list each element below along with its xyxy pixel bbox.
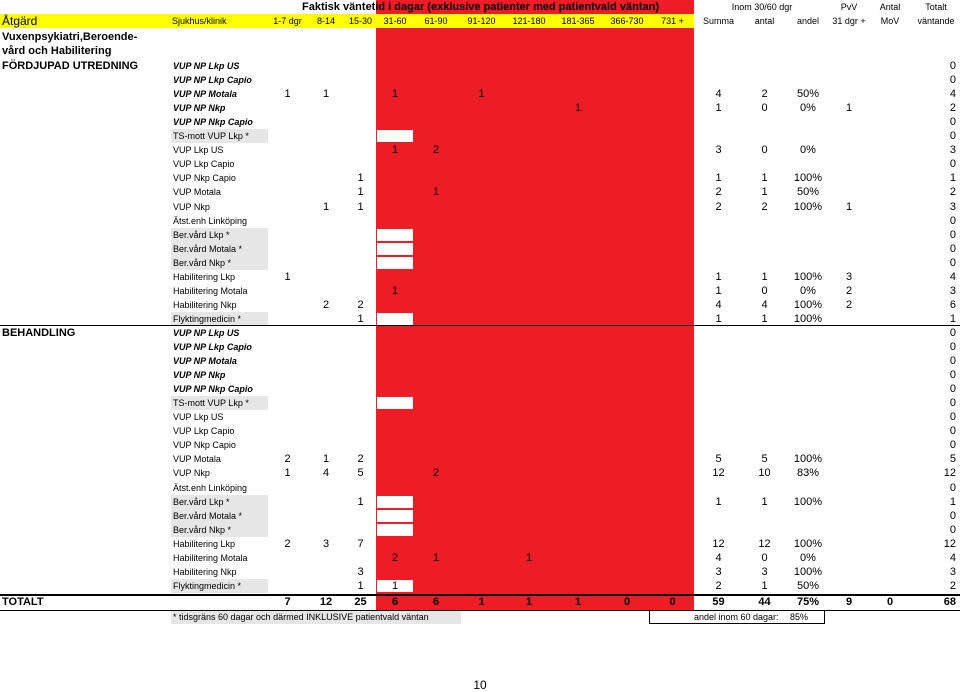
row-cell: 0 [949, 411, 956, 423]
header-col-13: 31 dgr + [832, 16, 866, 26]
row-cell: 0 [949, 215, 956, 227]
andel-value: 85% [790, 612, 809, 622]
row-cell: 0 [949, 130, 956, 142]
row-cell: 0 [949, 257, 956, 269]
row-cell: 1 [391, 580, 399, 592]
header-col-11: antal [754, 16, 775, 26]
row-cell: 0 [949, 425, 956, 437]
row-cell: 2 [949, 580, 956, 592]
row-cell: 1 [715, 285, 722, 297]
group-divider [0, 325, 960, 326]
row-cell: 0 [949, 60, 956, 72]
row-cell: 100% [793, 271, 823, 283]
row-cell: 1 [525, 552, 533, 564]
row-cell: 7 [357, 538, 364, 550]
row-cell: 1 [715, 172, 722, 184]
andel-label: andel inom 60 dagar: [694, 612, 779, 622]
row-cell: 0 [949, 327, 956, 339]
header-pvv: PvV [840, 2, 858, 12]
row-label: VUP NP Lkp US [173, 61, 240, 71]
total-cell: 59 [712, 596, 725, 608]
row-cell: 100% [793, 496, 823, 508]
page-number: 10 [473, 678, 487, 692]
row-cell: 2 [845, 285, 853, 297]
group-title-0: FÖRDJUPAD UTREDNING [2, 60, 139, 72]
row-cell: 4 [949, 271, 956, 283]
row-cell: 100% [793, 313, 823, 325]
white-cell [377, 313, 413, 325]
white-cell [377, 496, 413, 508]
header-col-8: 366-730 [610, 16, 644, 26]
row-cell: 4 [949, 552, 956, 564]
row-label: VUP Nkp Capio [173, 173, 236, 183]
header-col-6: 121-180 [512, 16, 546, 26]
header-col-9: 731 + [661, 16, 684, 26]
row-cell: 12 [943, 538, 956, 550]
row-label: Ber.vård Motala * [171, 509, 268, 523]
row-cell: 0% [800, 552, 816, 564]
row-cell: 2 [761, 201, 768, 213]
row-cell: 1 [357, 201, 364, 213]
row-cell: 100% [793, 299, 823, 311]
row-cell: 0% [800, 102, 816, 114]
row-cell: 1 [391, 144, 399, 156]
row-cell: 5 [949, 453, 956, 465]
header-sjukhus: Sjukhus/klinik [172, 16, 227, 26]
row-cell: 1 [357, 580, 364, 592]
row-cell: 2 [432, 144, 440, 156]
row-label: Ber.vård Nkp * [171, 256, 268, 270]
row-label: Habilitering Lkp [173, 539, 236, 549]
white-cell [377, 257, 413, 269]
row-cell: 2 [284, 538, 291, 550]
row-cell: 0% [800, 285, 816, 297]
section-title-line2: vård och Habilitering [2, 45, 112, 57]
row-cell: 0 [949, 116, 956, 128]
row-label: Flyktingmedicin * [171, 579, 268, 593]
row-cell: 2 [391, 552, 399, 564]
row-cell: 12 [712, 467, 725, 479]
row-cell: 2 [715, 201, 722, 213]
row-cell: 1 [478, 88, 485, 100]
total-cell: 6 [391, 596, 399, 608]
row-cell: 3 [949, 144, 956, 156]
row-cell: 2 [845, 299, 853, 311]
row-cell: 1 [715, 102, 722, 114]
row-label: Ber.vård Lkp * [171, 495, 268, 509]
footnote: * tidsgräns 60 dagar och därmed INKLUSIVE patientvald väntan [171, 611, 461, 624]
row-cell: 5 [357, 467, 364, 479]
header-title: Faktisk väntetid i dagar (exklusive patienter med patientvald väntan) [301, 1, 659, 13]
row-cell: 1 [322, 201, 330, 213]
row-cell: 1 [284, 88, 291, 100]
row-cell: 0 [949, 341, 956, 353]
row-cell: 12 [758, 538, 771, 550]
row-cell: 1 [715, 271, 722, 283]
header-col-15: väntande [917, 16, 955, 26]
row-cell: 0 [949, 482, 956, 494]
white-cell [377, 524, 413, 536]
row-cell: 0 [949, 355, 956, 367]
row-cell: 0 [761, 285, 768, 297]
header-inom: Inom 30/60 dgr [731, 2, 793, 12]
row-cell: 1 [949, 172, 956, 184]
row-cell: 4 [761, 299, 768, 311]
row-cell: 3 [949, 201, 956, 213]
row-cell: 0 [949, 369, 956, 381]
row-label: VUP NP Motala [173, 89, 237, 99]
row-cell: 4 [322, 467, 330, 479]
row-cell: 1 [284, 467, 291, 479]
row-cell: 50% [796, 580, 820, 592]
row-cell: 1 [715, 313, 722, 325]
row-label: VUP NP Lkp US [173, 328, 240, 338]
row-cell: 0 [949, 510, 956, 522]
row-cell: 2 [432, 467, 440, 479]
header-col-0: 1-7 dgr [273, 16, 302, 26]
row-cell: 1 [357, 496, 364, 508]
header-atgard: Åtgärd [2, 14, 38, 28]
row-cell: 1 [761, 313, 768, 325]
row-label: VUP Motala [173, 454, 221, 464]
row-cell: 100% [793, 453, 823, 465]
row-label: VUP Nkp [173, 202, 210, 212]
row-cell: 4 [715, 88, 722, 100]
row-label: Ätst.enh Linköping [173, 216, 248, 226]
row-cell: 4 [715, 299, 722, 311]
row-cell: 1 [761, 186, 768, 198]
row-label: Ber.vård Nkp * [171, 523, 268, 537]
row-label: Ber.vård Motala * [171, 242, 268, 256]
red-band [376, 0, 694, 610]
total-cell: 9 [845, 596, 853, 608]
row-cell: 1 [432, 552, 440, 564]
row-cell: 2 [715, 186, 722, 198]
white-cell [377, 229, 413, 241]
total-cell: 6 [432, 596, 440, 608]
group-title-1: BEHANDLING [2, 327, 76, 339]
row-cell: 100% [793, 201, 823, 213]
row-cell: 0 [949, 383, 956, 395]
row-label: Habilitering Lkp [173, 272, 236, 282]
row-label: VUP Lkp Capio [173, 159, 235, 169]
row-cell: 1 [357, 172, 364, 184]
white-cell [377, 510, 413, 522]
row-label: VUP NP Nkp [173, 103, 226, 113]
row-label: Flyktingmedicin * [171, 312, 268, 326]
total-cell: 1 [525, 596, 533, 608]
header-col-10: Summa [702, 16, 734, 26]
row-cell: 3 [845, 271, 853, 283]
row-cell: 1 [715, 496, 722, 508]
row-cell: 4 [715, 552, 722, 564]
row-cell: 1 [949, 313, 956, 325]
row-cell: 1 [432, 186, 440, 198]
row-cell: 1 [357, 186, 364, 198]
row-cell: 1 [284, 271, 291, 283]
header-col-5: 91-120 [467, 16, 496, 26]
row-cell: 0 [949, 74, 956, 86]
total-cell: 1 [574, 596, 582, 608]
row-cell: 4 [949, 88, 956, 100]
row-label: VUP Lkp Capio [173, 426, 235, 436]
row-cell: 0 [949, 243, 956, 255]
row-cell: 1 [845, 102, 853, 114]
row-label: Habilitering Motala [173, 553, 248, 563]
row-label: VUP NP Nkp [173, 370, 226, 380]
white-cell [377, 243, 413, 255]
row-cell: 1 [391, 88, 399, 100]
row-cell: 100% [793, 172, 823, 184]
row-cell: 1 [845, 201, 853, 213]
total-cell: 12 [319, 596, 333, 608]
white-cell [377, 397, 413, 409]
row-cell: 100% [793, 566, 823, 578]
row-cell: 10 [758, 467, 771, 479]
row-cell: 0 [949, 158, 956, 170]
header-col-1: 8-14 [316, 16, 335, 26]
total-cell: 0 [669, 596, 676, 608]
row-cell: 0 [949, 229, 956, 241]
header-col-14: MoV [880, 16, 900, 26]
row-cell: 83% [796, 467, 820, 479]
row-cell: 2 [715, 580, 722, 592]
row-label: Habilitering Nkp [173, 567, 237, 577]
row-label: VUP Lkp US [173, 145, 224, 155]
total-cell: 25 [354, 596, 367, 608]
total-cell: 44 [758, 596, 771, 608]
row-cell: 2 [761, 88, 768, 100]
header-col-3: 31-60 [383, 16, 407, 26]
row-cell: 3 [322, 538, 330, 550]
header-col-4: 61-90 [424, 16, 448, 26]
total-cell: 0 [886, 596, 894, 608]
row-cell: 3 [761, 566, 768, 578]
row-label: Habilitering Nkp [173, 300, 237, 310]
row-cell: 50% [796, 88, 820, 100]
row-cell: 2 [357, 453, 364, 465]
row-cell: 12 [712, 538, 725, 550]
section-title-line1: Vuxenpsykiatri,Beroende- [2, 31, 138, 43]
row-cell: 3 [715, 144, 722, 156]
row-label: VUP NP Nkp Capio [173, 384, 253, 394]
row-cell: 3 [949, 566, 956, 578]
total-cell: 0 [623, 596, 631, 608]
row-label: VUP Nkp Capio [173, 440, 236, 450]
row-cell: 0 [761, 102, 768, 114]
row-cell: 1 [761, 580, 768, 592]
row-label: VUP Nkp [173, 468, 210, 478]
row-cell: 1 [949, 496, 956, 508]
total-cell: 1 [478, 596, 485, 608]
row-label: Ätst.enh Linköping [173, 483, 248, 493]
row-label: TS-mott VUP Lkp * [171, 396, 268, 410]
row-cell: 12 [943, 467, 956, 479]
row-cell: 2 [949, 186, 956, 198]
row-cell: 50% [796, 186, 820, 198]
row-cell: 1 [322, 88, 330, 100]
row-cell: 100% [793, 538, 823, 550]
row-cell: 1 [761, 172, 768, 184]
row-cell: 3 [715, 566, 722, 578]
row-cell: 0 [761, 144, 768, 156]
row-cell: 6 [949, 299, 956, 311]
row-label: Ber.vård Lkp * [171, 228, 268, 242]
row-cell: 2 [357, 299, 364, 311]
row-cell: 5 [715, 453, 722, 465]
row-cell: 1 [322, 453, 330, 465]
header-totalt: Totalt [925, 2, 947, 12]
row-cell: 2 [949, 102, 956, 114]
row-cell: 1 [761, 271, 768, 283]
row-cell: 1 [391, 285, 399, 297]
total-cell: 7 [284, 596, 291, 608]
total-label: TOTALT [2, 596, 44, 608]
row-label: VUP NP Nkp Capio [173, 117, 253, 127]
header-col-2: 15-30 [348, 16, 373, 26]
row-cell: 0 [949, 439, 956, 451]
total-cell: 75% [796, 596, 820, 608]
row-label: VUP NP Lkp Capio [173, 75, 252, 85]
row-cell: 1 [357, 313, 364, 325]
row-cell: 0 [949, 524, 956, 536]
row-label: Habilitering Motala [173, 286, 248, 296]
header-col-7: 181-365 [561, 16, 595, 26]
row-cell: 1 [761, 496, 768, 508]
row-cell: 3 [949, 285, 956, 297]
row-cell: 0 [949, 397, 956, 409]
white-cell [377, 130, 413, 142]
header-col-12: andel [796, 16, 820, 26]
row-label: VUP Lkp US [173, 412, 224, 422]
row-label: VUP Motala [173, 187, 221, 197]
row-label: VUP NP Lkp Capio [173, 342, 252, 352]
row-label: VUP NP Motala [173, 356, 237, 366]
total-cell: 68 [943, 596, 956, 608]
row-cell: 2 [284, 453, 291, 465]
row-label: TS-mott VUP Lkp * [171, 129, 268, 143]
row-cell: 5 [761, 453, 768, 465]
row-cell: 0% [800, 144, 816, 156]
header-antal: Antal [879, 2, 901, 12]
row-cell: 1 [574, 102, 582, 114]
row-cell: 0 [761, 552, 768, 564]
row-cell: 2 [322, 299, 330, 311]
row-cell: 3 [357, 566, 364, 578]
